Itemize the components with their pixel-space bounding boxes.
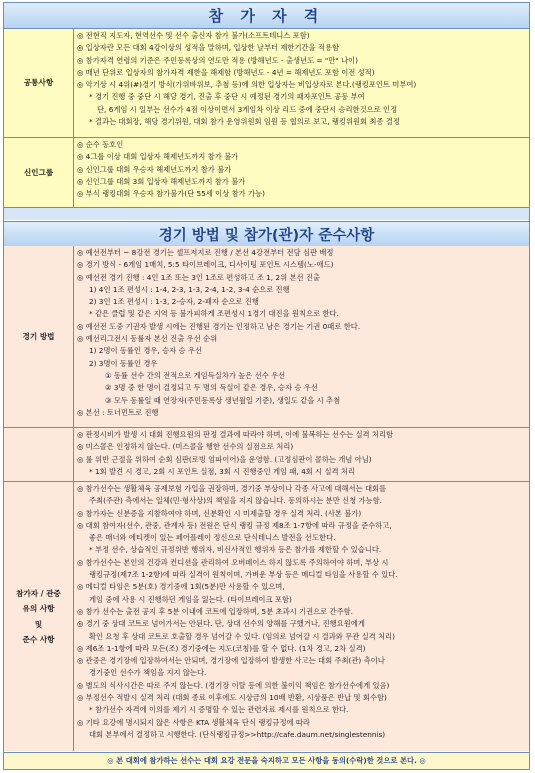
observance-line: 주최(주관) 측에서는 일체(민·형사상)의 책임을 지지 않습니다. 동의하시는 분만 신청 가능함. [89, 496, 382, 506]
method-subline: 1) 4인 1조 편성시 : 1-4, 2-3, 1-3, 2-4, 1-2, 3-4 순으로 진행 [89, 284, 290, 294]
observance-line: ◎ 경기 중 상대 코트로 넘어가서는 안된다. 단, 상대 선수의 양해를 구했거나, 진행요원에게 [77, 619, 365, 629]
general-label: 공통사항 [4, 29, 74, 137]
method-line: ◎ 예선전 도중 기권자 발생 시에는 진행된 경기는 인정하고 남은 경기는 기권 0패로 한다. [77, 321, 361, 331]
rookie-line: ◎ 부식 랭킹대회 우승자 참가불가(단 55세 이상 참가 가능) [77, 189, 265, 199]
observance-note: * 부정 선수, 상습적인 규정위반 행위자, 비신사적인 행위자 등은 참가를 제한할 수 있습니다. [89, 545, 382, 555]
judging-note: * 1회 발견 시 경고, 2회 시 포인트 실점, 3회 시 진행중인 게임 패, 4회 시 실격 처리 [89, 466, 355, 476]
general-line: ◎ 입상자란 모든 대회 4강이상의 성적을 말하며, 입상한 날부터 제한기간을 적용함 [77, 43, 340, 53]
observance-section [4, 482, 529, 751]
observance-line: ◎ 참가 선수는 출전 공지 후 5분 이내에 코트에 입장하며, 5분 초과시 기권으로 간주함. [77, 606, 354, 616]
general-note: * 결과는 대회장, 해당 경기위원, 대회 참가 운영위원회 임원 등 협의로 보고, 랭킹위원회 최종 결정 [89, 117, 400, 127]
judging-label [4, 428, 74, 481]
observance-line: ◎ 메디컬 타임은 5분(호) 경기중에 1회(5분)만 사용할 수 있으며, [77, 582, 285, 592]
observance-line: ◎ 기타 요강에 명시되지 않은 사항은 KTA 생활체육 단식 랭킹규정에 따라 [77, 717, 310, 727]
observance-content [74, 482, 529, 751]
observance-line: ◎ 참가선수는 생활체육 공제보험 가입을 권장하며, 경기중 부상이나 각종 사고에 대해서는 대회를 [77, 484, 387, 493]
method-line: ◎ 예선전 경기 진행 : 4인 1조 또는 3인 1조로 편성하고 조 1, 2위 본선 진출 [77, 272, 320, 282]
observance-line: ◎ 제6조 1-1항에 따라 모든(조) 경기중에는 지도(코칭)를 할 수 없다. (1차 경고, 2차 실격) [77, 643, 366, 653]
method-subline: ① 동률 선수 간의 전적으로 게임득실차가 높은 선수 우선 [105, 370, 286, 380]
general-line: ◎ 악기상 시 4위(#)경기 방식(가위바위보, 추첨 등)에 의한 입상자는 비입상자로 본다.(랭킹포인트 미부여) [77, 80, 417, 90]
rookie-label: 신인그룹 [4, 138, 74, 207]
observance-label-line: 참가자 / 관중 [16, 589, 61, 599]
method-subline: ② 3명 중 한 명이 결정되고 두 명의 득실이 같은 경우, 승자 승 우선 [105, 383, 318, 393]
method-line: ◎ 본선 : 토너먼트로 진행 [77, 407, 159, 417]
observance-label [4, 482, 74, 751]
general-note: * 경기 진행 중 중단 시 해당 경기, 진출 후 중단 시 예정된 경기의 패자포인트 공동 부여 [89, 92, 365, 102]
observance-line: ◎ 별도의 식사시간은 따로 주지 않는다. (경기장 이탈 등에 의한 불이익 책임은 참가선수에게 있음) [77, 680, 390, 690]
method-subline: 2) 3인 1조 편성시 : 1-3, 2-승자, 2-패자 순으로 진행 [89, 297, 259, 307]
observance-line: ◎ 참가선수는 본인의 건강과 컨디션을 관리하여 오버페이스 하지 않도록 주의하여야 하며, 부상 시 [77, 557, 389, 567]
general-line: ◎ 매년 단위로 입상자의 참가자격 제한을 해제함 (방해년도 - 4년 = 해제년도 포함 이전 성적) [77, 67, 375, 77]
observance-note: * 참가선수 자격에 이의를 제기 시 증명할 수 있는 관련자료 제시를 원칙으로 한다. [89, 705, 349, 715]
observance-line: 대회 본부에서 결정하고 시행한다. (단식랭킹규정>>http://cafe.daum.net/singlestennis) [89, 729, 386, 739]
observance-line: 좋은 매너와 에티켓이 있는 페어플레이 정신으로 단식테니스 발전을 선도한다. [89, 533, 336, 543]
method-label: 경기 방법 [4, 246, 74, 427]
observance-label-line: 및 [34, 619, 43, 629]
method-section [4, 246, 529, 428]
rookie-section [4, 138, 529, 208]
judging-content [74, 428, 529, 481]
observance-line: 확인 요청 후 상대 코트로 호출할 경우 넘어갈 수 있다. (임의로 넘어갈 시 결과와 무관 실격 처리) [89, 631, 395, 641]
observance-label-line: 유의 사항 [22, 604, 55, 614]
method-subline: 1) 2명이 동률인 경우, 승자 승 우선 [89, 346, 202, 356]
general-note: 단, 6게임 시 일부는 선수가 4점 이상이면서 3게임차 이상 리드 중에 중단시 승리한것으로 인정 [97, 104, 398, 114]
rookie-line: ◎ 신인그룹 대회 3회 입상자 해제년도까지 참가 불가 [77, 176, 246, 186]
judging-line: ◎ 판정시비가 발생 시 대회 진행요원의 판정 결과에 따라야 하며, 이에 불복하는 선수는 실격 처리함 [77, 430, 394, 439]
rookie-line: ◎ 신인그룹 대회 우승자 해제년도까지 참가 불가 [77, 164, 232, 174]
judging-section [4, 428, 529, 482]
general-content [74, 29, 529, 137]
participation-title: 참 가 자 격 [4, 3, 529, 29]
method-subline: ③ 모두 동률일 때 연장자(주민등록상 생년월일 기준), 생일도 같을 시 추첨 [105, 395, 341, 405]
rookie-content [74, 138, 529, 207]
judging-line: ◎ 미스콜은 인정하지 않는다. (미스콜을 행한 선수의 실점으로 처리) [77, 442, 294, 452]
judging-line: ◎ 룰 위반 근절을 위하여 순회 심판(로빙 엄파이어)을 운영함. (고정심판이 콜하는 개념 아님) [77, 454, 372, 464]
observance-line: 랭킹규정(제7조 1-2항)에 따라 실격이 원칙이며, 가벼운 부상 등은 메디컬 타임을 사용할 수 있다. [89, 570, 398, 580]
general-line: ◎ 전현직 지도자, 현역선수 및 선수 출신자 참가 불가(소프트테니스 포함) [77, 31, 310, 40]
observance-label-line: 준수 사항 [22, 634, 55, 644]
observance-line: ◎ 참가자는 신분증을 지참하여야 하며, 신분확인 시 미제출할 경우 실격 처리. (사본 불가) [77, 508, 362, 518]
rookie-line: ◎ 순수 동호인 [77, 140, 124, 149]
general-section [4, 29, 529, 138]
tournament-guidelines-sheet [3, 2, 530, 770]
method-line: ◎ 예선리그전시 동률자 본선 진출 우선 순위 [77, 334, 218, 344]
observance-line: 경기중인 선수가 책임을 지지 않는다. [89, 668, 207, 678]
method-subline: 2) 3명이 동률인 경우 [89, 358, 158, 368]
method-note: * 같은 클럽 및 같은 지역 등 불가피하게 조편성시 1경기 대진을 원칙으로 한다. [89, 309, 339, 319]
agreement-footer: ◎ 본 대회에 참가하는 선수는 대회 요강 전문을 숙지하고 모든 사항을 동의(수락)한 것으로 본다. ◎ [4, 752, 529, 769]
method-line: ◎ 예선전부터 ~ 8강전 경기는 셀프저지로 진행 / 본선 4강전부터 전담 심판 배정 [77, 248, 334, 257]
general-line: ◎ 참가자격 연령의 기준은 주민등록상의 연도만 적용 (방해년도 - 출생년도 = "만" 나이) [77, 55, 358, 65]
method-content [74, 246, 529, 427]
observance-line: 게임 중에 사용 시 진행하던 게임을 잃는다. (타이브레이크 포함) [89, 594, 292, 604]
observance-line: ◎ 부정선수 적발시 실격 처리 (대회 종료 이후에도 시상금의 10배 반환, 시상품은 반납 및 회수함) [77, 693, 387, 703]
rookie-line: ◎ 4그룹 이상 대회 입상자 해제년도까지 참가 불가 [77, 152, 239, 162]
section-spacer [4, 208, 529, 220]
method-line: ◎ 경기 방식 - 6게임 1매치, 5:5 타이브레이크, 디사이팅 포인트 시스템(노-애드) [77, 260, 334, 270]
rules-title: 경기 방법 및 참가(관)자 준수사항 [4, 221, 529, 247]
observance-line: ◎ 관중은 경기장에 입장하여서는 안되며, 경기장에 입장하여 발생한 사고는 대회 주최(관) 측이나 [77, 656, 385, 666]
observance-line: ◎ 대회 참여자(선수, 관중, 관계자 등) 전원은 단식 랭킹 규정 제8조 1-7항에 따라 규정을 준수하고, [77, 520, 392, 530]
